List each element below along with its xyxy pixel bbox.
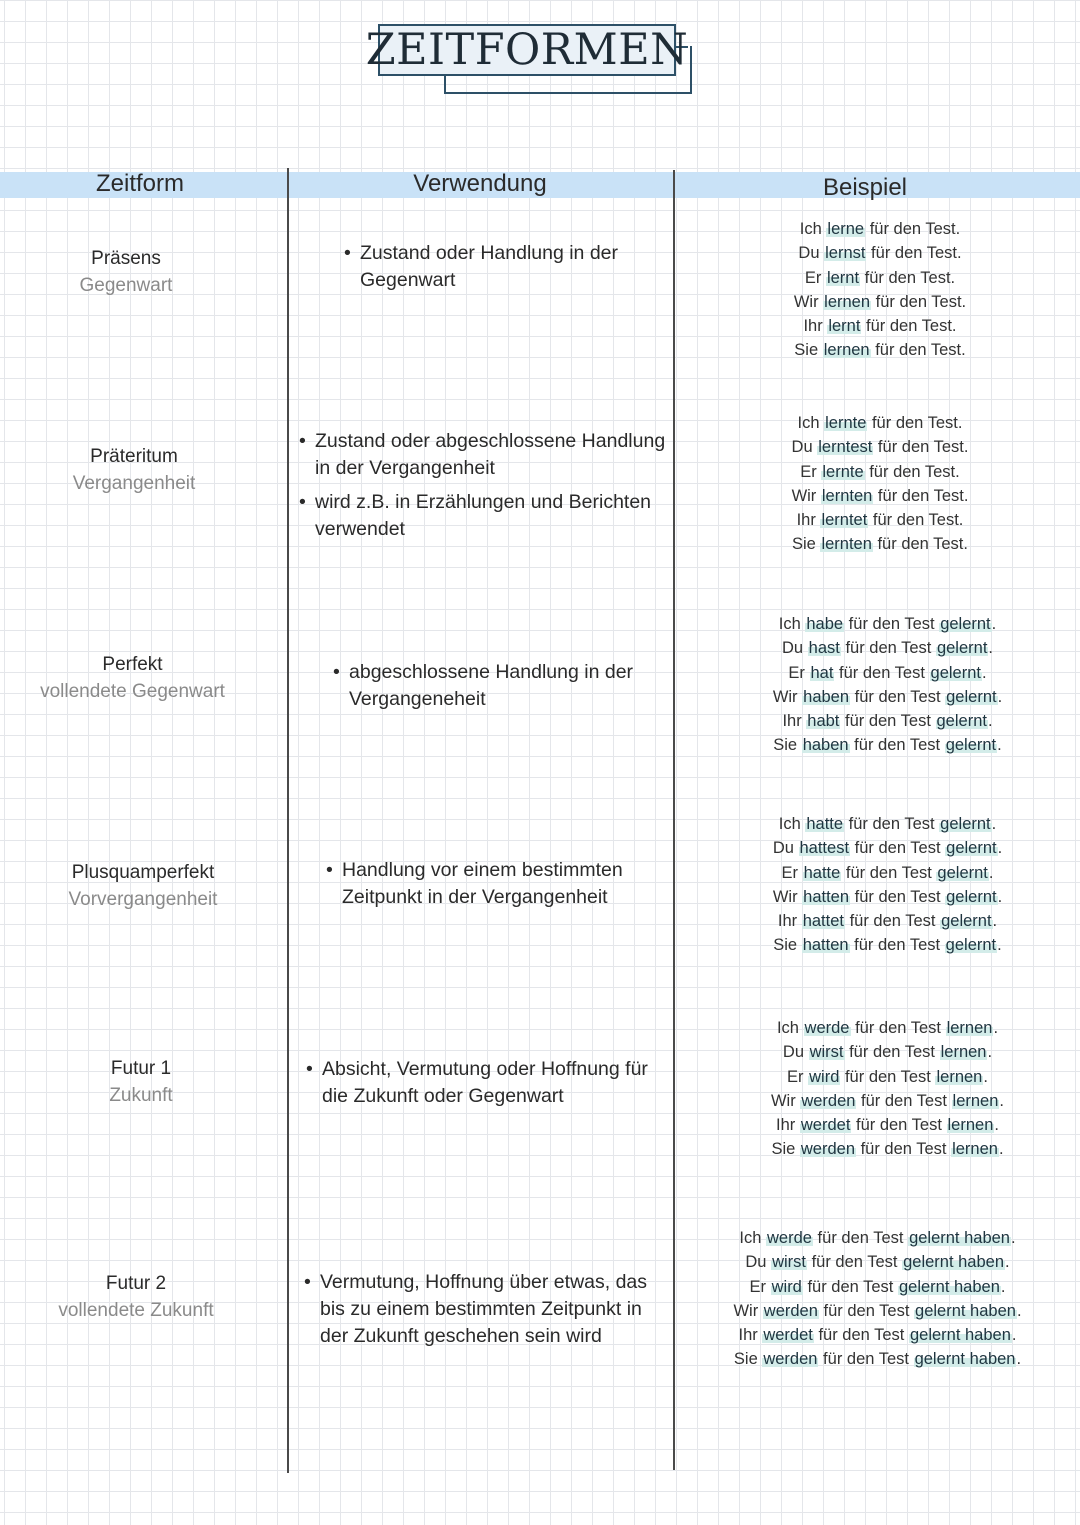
highlighted-verb: hatten	[802, 936, 849, 955]
highlighted-verb: werdet	[800, 1116, 851, 1135]
page-title: ZEITFORMEN	[365, 25, 689, 75]
tense-name: Futur 1	[110, 1058, 172, 1079]
tense-subtitle: vollendete Zukunft	[58, 1300, 214, 1321]
highlighted-verb: gelernt	[940, 815, 991, 833]
sentence-text: Wir	[772, 687, 803, 706]
sentence-text: Ich	[797, 414, 825, 432]
usage-bullet: • Handlung vor einem bestimmten Zeitpunkt in der Vergangenheit	[326, 857, 646, 911]
example-sentence	[705, 1250, 1050, 1274]
sentence-text: für den Test.	[873, 438, 969, 457]
example-sentence	[760, 290, 1000, 314]
example-sentence	[760, 460, 1000, 484]
column-divider-1	[287, 168, 289, 1473]
tense-subtitle: Vorvergangenheit	[68, 889, 218, 910]
example-sentence	[745, 709, 1030, 733]
highlighted-verb: habe	[806, 615, 844, 633]
sentence-text: Du	[772, 839, 799, 858]
usage-bullet: • Zustand oder Handlung in der Gegenwart	[344, 240, 644, 294]
highlighted-verb: gelernt haben	[914, 1350, 1016, 1369]
sentence-text: für den Test	[856, 1140, 952, 1159]
sentence-text: Sie	[771, 1140, 800, 1159]
highlighted-verb: hatte	[806, 815, 844, 833]
sentence-text: Ich	[799, 220, 827, 238]
sentence-text: .	[993, 1019, 999, 1037]
example-sentence	[760, 217, 1000, 241]
usage-cell	[306, 1056, 671, 1117]
sentence-text: für den Test	[844, 615, 940, 633]
example-sentence	[745, 1089, 1030, 1113]
highlighted-verb: gelernt haben	[909, 1229, 1010, 1247]
sentence-text: für den Test	[841, 863, 937, 882]
sentence-text: Ihr	[738, 1326, 763, 1345]
highlighted-verb: gelernt	[946, 839, 997, 858]
highlighted-verb: lernen	[936, 1067, 983, 1086]
usage-bullet: • Vermutung, Hoffnung über etwas, das bis zu einem bestimmten Zeitpunkt in der Zukunft geschehen sein wird	[304, 1269, 669, 1350]
tense-name: Futur 2	[105, 1273, 167, 1294]
sentence-text: für den Test	[818, 1350, 914, 1369]
example-sentence	[705, 1347, 1050, 1371]
sentence-text: .	[997, 936, 1002, 955]
highlighted-verb: werden	[763, 1350, 818, 1369]
highlighted-verb: haben	[802, 736, 849, 755]
tense-name-cell	[43, 859, 243, 913]
sentence-text: Ihr	[776, 1116, 800, 1135]
highlighted-verb: lernte	[822, 462, 864, 481]
example-sentence	[705, 1275, 1050, 1299]
highlighted-verb: lernen	[946, 1019, 993, 1037]
usage-bullet: • Zustand oder abgeschlossene Handlung in der Vergangenheit	[299, 428, 679, 482]
tense-subtitle: Vergangenheit	[72, 473, 196, 494]
example-sentence	[760, 411, 1000, 435]
sentence-text: für den Test	[840, 639, 936, 658]
sentence-text: für den Test	[834, 663, 930, 682]
sentence-text: Sie	[733, 1350, 763, 1369]
tense-name: Perfekt	[102, 654, 163, 675]
sentence-text: .	[988, 639, 993, 658]
highlighted-verb: gelernt	[936, 639, 988, 658]
sentence-text: für den Test	[812, 1229, 909, 1247]
sentence-text: für den Test	[818, 1301, 915, 1320]
usage-cell	[333, 659, 653, 720]
highlighted-verb: gelernt	[941, 912, 992, 931]
tense-subtitle: Zukunft	[109, 1085, 173, 1106]
highlighted-verb: gelernt	[940, 615, 991, 633]
sentence-text: Er	[788, 663, 810, 682]
sentence-text: .	[988, 863, 994, 882]
sentence-text: Sie	[792, 535, 821, 554]
column-header-example: Beispiel	[822, 174, 908, 201]
sentence-text: für den Test	[850, 839, 946, 858]
highlighted-verb: lernt	[826, 268, 860, 287]
sentence-text: .	[999, 1091, 1004, 1110]
tense-name-cell	[20, 651, 245, 705]
example-sentence	[760, 338, 1000, 362]
example-sentence	[745, 1040, 1030, 1064]
sentence-text: Sie	[773, 736, 802, 755]
sentence-text: für den Test.	[866, 244, 962, 263]
example-cell	[760, 217, 1000, 363]
example-sentence	[745, 836, 1030, 860]
sentence-text: für den Test	[849, 936, 945, 955]
sentence-text: .	[994, 1116, 999, 1135]
tense-name-cell	[26, 245, 226, 299]
usage-cell	[326, 857, 646, 918]
highlighted-verb: lerne	[827, 220, 865, 238]
sentence-text: für den Test	[844, 1043, 940, 1062]
sentence-text: für den Test	[840, 1067, 936, 1086]
sentence-text: für den Test	[849, 736, 945, 755]
example-cell	[760, 411, 1000, 557]
sentence-text: .	[991, 815, 997, 833]
highlighted-verb: lernen	[824, 292, 871, 311]
sentence-text: für den Test	[802, 1277, 898, 1296]
highlighted-verb: lernen	[952, 1091, 999, 1110]
sentence-text: Sie	[794, 341, 823, 360]
example-sentence	[760, 532, 1000, 556]
example-cell	[745, 812, 1030, 958]
sentence-text: .	[991, 615, 997, 633]
sentence-text: Ich	[778, 615, 806, 633]
highlighted-verb: werden	[763, 1301, 818, 1320]
example-sentence	[760, 241, 1000, 265]
sentence-text: .	[983, 1067, 988, 1086]
column-divider-2	[673, 170, 675, 1470]
sentence-text: für den Test.	[867, 414, 963, 432]
sentence-text: .	[1000, 1277, 1006, 1296]
sentence-text: Ich	[778, 815, 806, 833]
sentence-text: für den Test	[850, 687, 946, 706]
sentence-text: Ihr	[803, 317, 828, 336]
sentence-text: Er	[781, 863, 803, 882]
highlighted-verb: hat	[810, 663, 834, 682]
example-sentence	[745, 1016, 1030, 1040]
example-sentence	[745, 1137, 1030, 1161]
sentence-text: für den Test	[813, 1326, 909, 1345]
sentence-text: Wir	[733, 1301, 763, 1320]
highlighted-verb: gelernt haben	[915, 1301, 1016, 1320]
highlighted-verb: gelernt	[945, 936, 997, 955]
highlighted-verb: lernte	[825, 414, 867, 432]
sentence-text: .	[987, 1043, 993, 1062]
highlighted-verb: gelernt	[936, 712, 987, 731]
highlighted-verb: gelernt haben	[903, 1253, 1005, 1272]
sentence-text: .	[1016, 1301, 1022, 1320]
sentence-text: Er	[804, 268, 826, 287]
sentence-text: Wir	[791, 486, 821, 505]
example-sentence	[745, 612, 1030, 636]
tense-name-cell	[34, 443, 234, 497]
highlighted-verb: hast	[808, 639, 840, 658]
example-sentence	[745, 636, 1030, 660]
sentence-text: Er	[800, 462, 822, 481]
sentence-text: Er	[787, 1067, 809, 1086]
highlighted-verb: hatte	[803, 863, 841, 882]
example-sentence	[745, 733, 1030, 757]
sentence-text: für den Test.	[871, 292, 967, 311]
highlighted-verb: gelernt	[946, 687, 997, 706]
highlighted-verb: hatten	[803, 887, 850, 906]
sentence-text: .	[997, 887, 1003, 906]
sentence-text: für den Test	[850, 887, 946, 906]
column-header-tense: Zeitform	[95, 170, 184, 197]
sentence-text: für den Test	[850, 1019, 946, 1037]
sentence-text: Er	[749, 1277, 771, 1296]
tense-name-cell	[36, 1270, 236, 1324]
highlighted-verb: gelernt	[937, 863, 988, 882]
sentence-text: für den Test.	[868, 511, 964, 530]
sentence-text: Ich	[739, 1229, 767, 1247]
highlighted-verb: gelernt	[945, 736, 997, 755]
highlighted-verb: hattet	[802, 912, 844, 931]
sentence-text: für den Test	[851, 1116, 947, 1135]
sentence-text: Du	[781, 639, 808, 658]
usage-bullet: • Absicht, Vermutung oder Hoffnung für die Zukunft oder Gegenwart	[306, 1056, 671, 1110]
highlighted-verb: lernen	[952, 1140, 998, 1159]
example-sentence	[745, 933, 1030, 957]
example-sentence	[705, 1323, 1050, 1347]
example-sentence	[760, 484, 1000, 508]
highlighted-verb: wirst	[772, 1253, 806, 1272]
example-sentence	[745, 661, 1030, 685]
example-sentence	[760, 435, 1000, 459]
sentence-text: .	[992, 912, 998, 931]
sentence-text: .	[987, 712, 993, 731]
highlighted-verb: wird	[771, 1277, 802, 1296]
highlighted-verb: gelernt haben	[909, 1326, 1011, 1345]
sentence-text: Wir	[772, 887, 803, 906]
highlighted-verb: habt	[807, 712, 840, 731]
example-cell	[745, 1016, 1030, 1162]
sentence-text: Sie	[773, 936, 802, 955]
example-sentence	[760, 266, 1000, 290]
sentence-text: für den Test	[840, 712, 936, 731]
sentence-text: Ihr	[796, 511, 821, 530]
title-frame	[365, 24, 690, 94]
sentence-text: Du	[745, 1253, 772, 1272]
highlighted-verb: gelernt	[930, 663, 981, 682]
highlighted-verb: lernen	[940, 1043, 987, 1062]
sentence-text: .	[1016, 1350, 1022, 1369]
tense-name-cell	[41, 1055, 241, 1109]
sentence-text: .	[997, 687, 1003, 706]
highlighted-verb: lernten	[821, 486, 873, 505]
highlighted-verb: lernten	[821, 535, 872, 554]
sentence-text: .	[997, 839, 1003, 858]
usage-bullet: • wird z.B. in Erzählungen und Berichten verwendet	[299, 489, 679, 543]
sentence-text: für den Test.	[873, 486, 969, 505]
tense-name: Plusquamperfekt	[71, 862, 215, 883]
highlighted-verb: wird	[809, 1067, 840, 1086]
sentence-text: für den Test.	[861, 317, 957, 336]
sentence-text: für den Test.	[860, 268, 956, 287]
sentence-text: .	[1005, 1253, 1010, 1272]
sentence-text: für den Test	[807, 1253, 903, 1272]
example-sentence	[745, 885, 1030, 909]
sentence-text: .	[998, 1140, 1004, 1159]
example-cell	[705, 1226, 1050, 1372]
highlighted-verb: werden	[800, 1140, 855, 1159]
sentence-text: Du	[791, 438, 818, 457]
highlighted-verb: gelernt	[946, 887, 997, 906]
example-cell	[745, 612, 1030, 758]
column-header-usage: Verwendung	[413, 170, 547, 197]
example-sentence	[745, 861, 1030, 885]
example-sentence	[705, 1299, 1050, 1323]
usage-cell	[299, 428, 679, 550]
highlighted-verb: haben	[803, 687, 850, 706]
highlighted-verb: lernst	[825, 244, 866, 263]
sentence-text: Wir	[793, 292, 824, 311]
example-sentence	[745, 1065, 1030, 1089]
tense-name: Präsens	[91, 248, 161, 269]
sentence-text: .	[997, 736, 1002, 755]
example-sentence	[760, 314, 1000, 338]
highlighted-verb: gelernt haben	[898, 1277, 1000, 1296]
sentence-text: Ich	[776, 1019, 804, 1037]
highlighted-verb: lernen	[823, 341, 870, 360]
tense-subtitle: vollendete Gegenwart	[40, 681, 225, 702]
usage-cell	[344, 240, 644, 301]
sentence-text: für den Test.	[865, 220, 961, 238]
tense-subtitle: Gegenwart	[79, 275, 173, 296]
highlighted-verb: lerntet	[821, 511, 868, 530]
sentence-text: .	[981, 663, 987, 682]
sentence-text: Du	[782, 1043, 809, 1062]
example-sentence	[745, 812, 1030, 836]
sentence-text: .	[1011, 1326, 1017, 1345]
example-sentence	[745, 909, 1030, 933]
sentence-text: für den Test.	[864, 462, 960, 481]
example-sentence	[745, 685, 1030, 709]
highlighted-verb: lernt	[828, 317, 861, 336]
example-sentence	[760, 508, 1000, 532]
highlighted-verb: werden	[801, 1091, 856, 1110]
sentence-text: Ihr	[782, 712, 807, 731]
example-sentence	[705, 1226, 1050, 1250]
highlighted-verb: hattest	[799, 839, 850, 858]
highlighted-verb: lerntest	[818, 438, 873, 457]
usage-bullet: • abgeschlossene Handlung in der Vergangeneheit	[333, 659, 653, 713]
highlighted-verb: werde	[767, 1229, 812, 1247]
highlighted-verb: werdet	[763, 1326, 813, 1345]
sentence-text: für den Test.	[870, 341, 966, 360]
highlighted-verb: werde	[804, 1019, 850, 1037]
sentence-text: für den Test	[845, 912, 941, 931]
highlighted-verb: lernen	[947, 1116, 994, 1135]
example-sentence	[745, 1113, 1030, 1137]
usage-cell	[304, 1269, 669, 1357]
sentence-text: Wir	[770, 1091, 801, 1110]
sentence-text: für den Test.	[872, 535, 968, 554]
sentence-text: Du	[798, 244, 825, 263]
sentence-text: .	[1010, 1229, 1016, 1247]
highlighted-verb: wirst	[809, 1043, 844, 1062]
sentence-text: für den Test	[856, 1091, 952, 1110]
sentence-text: für den Test	[844, 815, 940, 833]
tense-name: Präteritum	[90, 446, 178, 467]
sentence-text: Ihr	[777, 912, 802, 931]
